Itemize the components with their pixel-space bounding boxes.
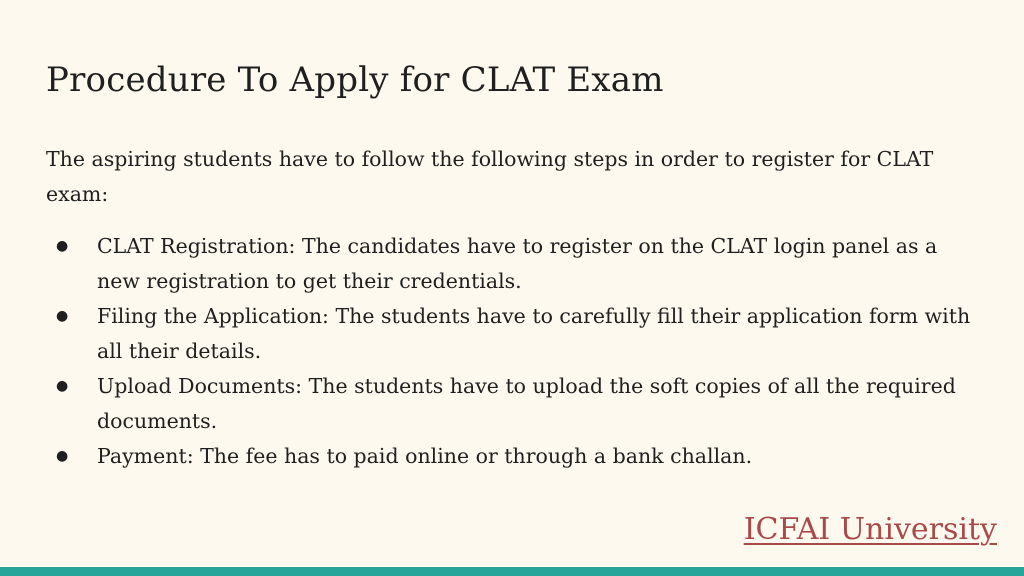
slide-title: Procedure To Apply for CLAT Exam: [46, 60, 664, 100]
icfai-university-link[interactable]: ICFAI University: [743, 512, 997, 547]
list-item: [46, 299, 981, 369]
step-text: CLAT Registration: The candidates have to register on the CLAT login panel as a new registration to get their credentials.: [97, 234, 938, 293]
intro-paragraph: The aspiring students have to follow the following steps in order to register for CLAT exam:: [46, 147, 934, 206]
step-text: Payment: The fee has to paid online or through a bank challan.: [97, 444, 753, 468]
bullet-icon: ●: [56, 448, 69, 464]
footer-accent-bar: [0, 567, 1024, 576]
bullet-icon: ●: [56, 378, 69, 394]
bullet-icon: ●: [56, 238, 69, 254]
bullet-icon: ●: [56, 308, 69, 324]
list-item: [46, 439, 981, 474]
list-item: [46, 369, 981, 439]
step-text: Filing the Application: The students have to carefully fill their application form with all their details.: [97, 304, 971, 363]
steps-list: [46, 229, 981, 474]
step-text: Upload Documents: The students have to upload the soft copies of all the required documents.: [97, 374, 956, 433]
list-item: [46, 229, 981, 299]
